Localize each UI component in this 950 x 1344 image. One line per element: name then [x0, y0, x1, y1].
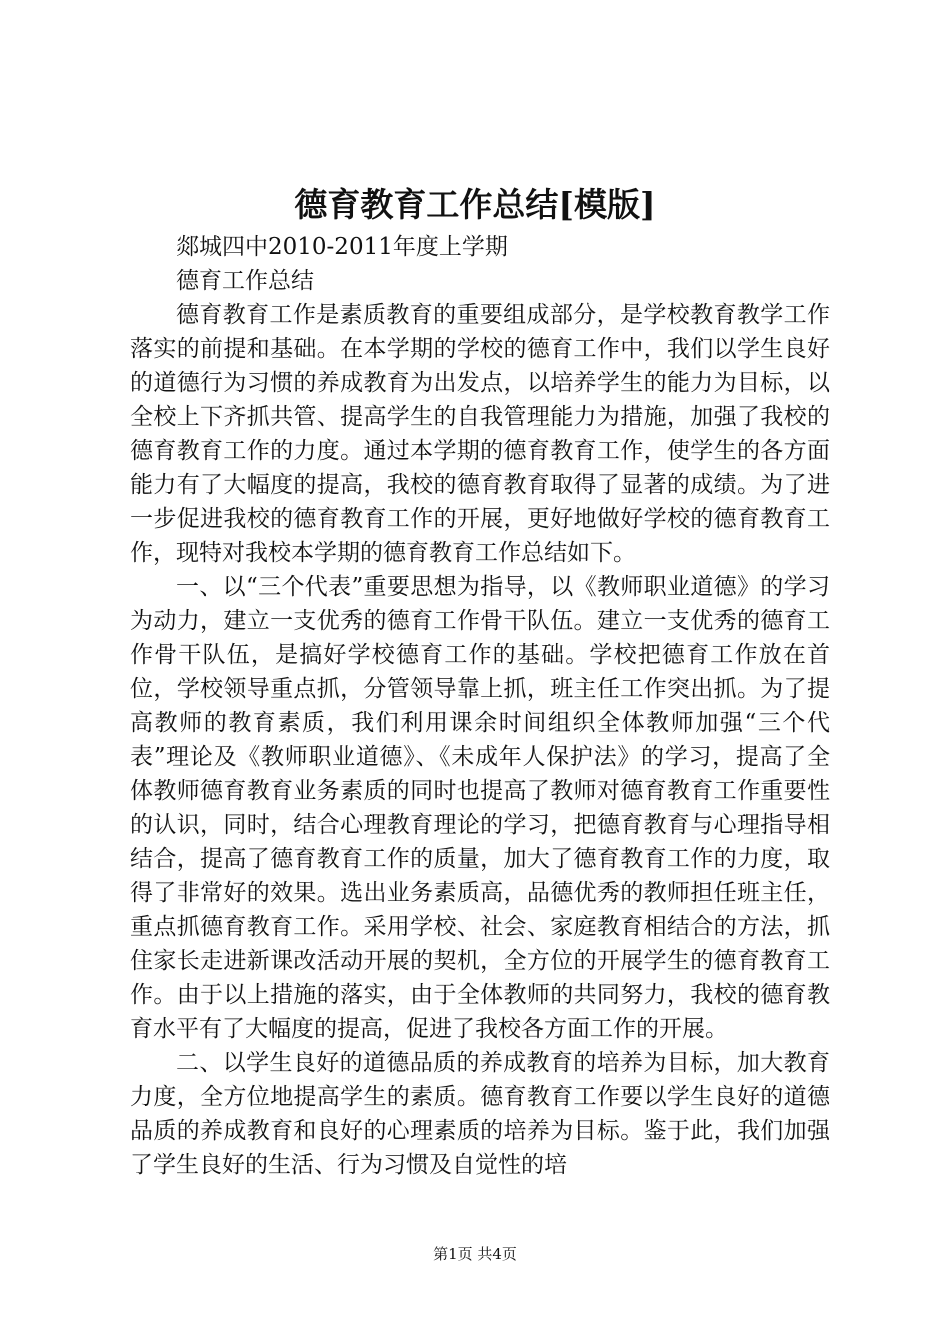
intro-paragraph: 德育教育工作是素质教育的重要组成部分，是学校教育教学工作落实的前提和基础。在本学期的学校的德育工作中，我们以学生良好的道德行为习惯的养成教育为出发点，以培养学生的能力为目标，以全校上下齐抓共管、提高学生的自我管理能力为措施，加强了我校的德育教育工作的力度。通过本学期的德育教育工作，使学生的各方面能力有了大幅度的提高，我校的德育教育取得了显著的成绩。为了进一步促进我校的德育教育工作的开展，更好地做好学校的德育教育工作，现特对我校本学期的德育教育工作总结如下。 — [130, 302, 830, 566]
section-two-paragraph: 二、以学生良好的道德品质的养成教育的培养为目标，加大教育力度，全方位地提高学生的素质。德育教育工作要以学生良好的道德品质的养成教育和良好的心理素质的培养为目标。鉴于此，我们加强了学生良好的生活、行为习惯及自觉性的培 — [130, 1050, 830, 1178]
page-footer: 第1页 共4页 — [433, 1245, 517, 1263]
document-title: 德育教育工作总结[模版] — [294, 185, 656, 224]
subtitle-line: 德育工作总结 — [176, 268, 314, 294]
school-term-line: 郯城四中2010-2011年度上学期 — [176, 234, 508, 260]
document-body — [130, 230, 830, 1182]
section-one-paragraph: 一、以“三个代表”重要思想为指导，以《教师职业道德》的学习为动力，建立一支优秀的德育工作骨干队伍。建立一支优秀的德育工作骨干队伍，是搞好学校德育工作的基础。学校把德育工作放在首位，学校领导重点抓，分管领导靠上抓，班主任工作突出抓。为了提高教师的教育素质，我们利用课余时间组织全体教师加强“三个代表”理论及《教师职业道德》、《未成年人保护法》的学习，提高了全体教师德育教育业务素质的同时也提高了教师对德育教育工作重要性的认识，同时，结合心理教育理论的学习，把德育教育与心理指导相结合，提高了德育教育工作的质量，加大了德育教育工作的力度，取得了非常好的效果。选出业务素质高，品德优秀的教师担任班主任，重点抓德育教育工作。采用学校、社会、家庭教育相结合的方法，抓住家长走进新课改活动开展的契机，全方位的开展学生的德育教育工作。由于以上措施的落实，由于全体教师的共同努力，我校的德育教育水平有了大幅度的提高，促进了我校各方面工作的开展。 — [130, 574, 830, 1042]
